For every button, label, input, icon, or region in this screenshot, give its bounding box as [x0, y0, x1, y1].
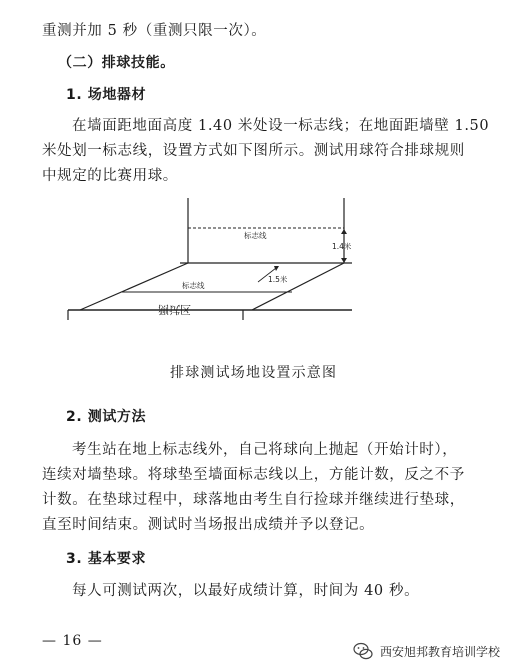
sub2-text-line-3: 计数。在垫球过程中，球落地由考生自行捡球并继续进行垫球， [42, 492, 465, 508]
wall-height-label: 1.4米 [332, 242, 352, 251]
floor-marker-label: 标志线 [182, 281, 205, 290]
sub1-text-line-1: 在墙面距地面高度 1.40 米处设一标志线；在地面距墙壁 1.50 [72, 118, 490, 134]
sub2-text-line-1: 考生站在地上标志线外，自己将球向上抛起（开始计时）， [72, 442, 458, 458]
wall-marker-label: 标志线 [244, 231, 267, 240]
watermark-text: 西安旭邦教育培训学校 [380, 644, 501, 659]
wechat-icon [352, 640, 374, 662]
floor-left-edge [80, 263, 188, 310]
sub2-text-line-4: 直至时间结束。测试时当场报出成绩并予以登记。 [42, 517, 375, 533]
arrow-down-icon [341, 258, 347, 263]
court-setup-diagram [0, 190, 509, 330]
test-area-label-mirrored: 测试区 [158, 303, 191, 316]
subsection-title-3: 3. 基本要求 [66, 551, 147, 567]
floor-right-edge [252, 263, 344, 310]
arrow-up-icon [341, 229, 347, 234]
sub3-text: 每人可测试两次，以最好成绩计算，时间为 40 秒。 [72, 583, 420, 599]
sub1-text-line-3: 中规定的比赛用球。 [42, 168, 178, 184]
sub1-text-line-2: 米处划一标志线，设置方式如下图所示。测试用球符合排球规则 [42, 143, 465, 159]
figure-caption: 排球测试场地设置示意图 [170, 365, 338, 381]
floor-distance-label: 1.5米 [268, 275, 288, 284]
subsection-title-1: 1. 场地器材 [66, 87, 147, 103]
subsection-title-2: 2. 测试方法 [66, 409, 147, 425]
section-title: （二）排球技能。 [58, 55, 175, 71]
paragraph-continuation: 重测并加 5 秒（重测只限一次）。 [42, 23, 267, 39]
sub2-text-line-2: 连续对墙垫球。将球垫至墙面标志线以上，方能计数，反之不予 [42, 467, 465, 483]
page-number: — 16 — [42, 633, 103, 649]
watermark [352, 640, 500, 662]
